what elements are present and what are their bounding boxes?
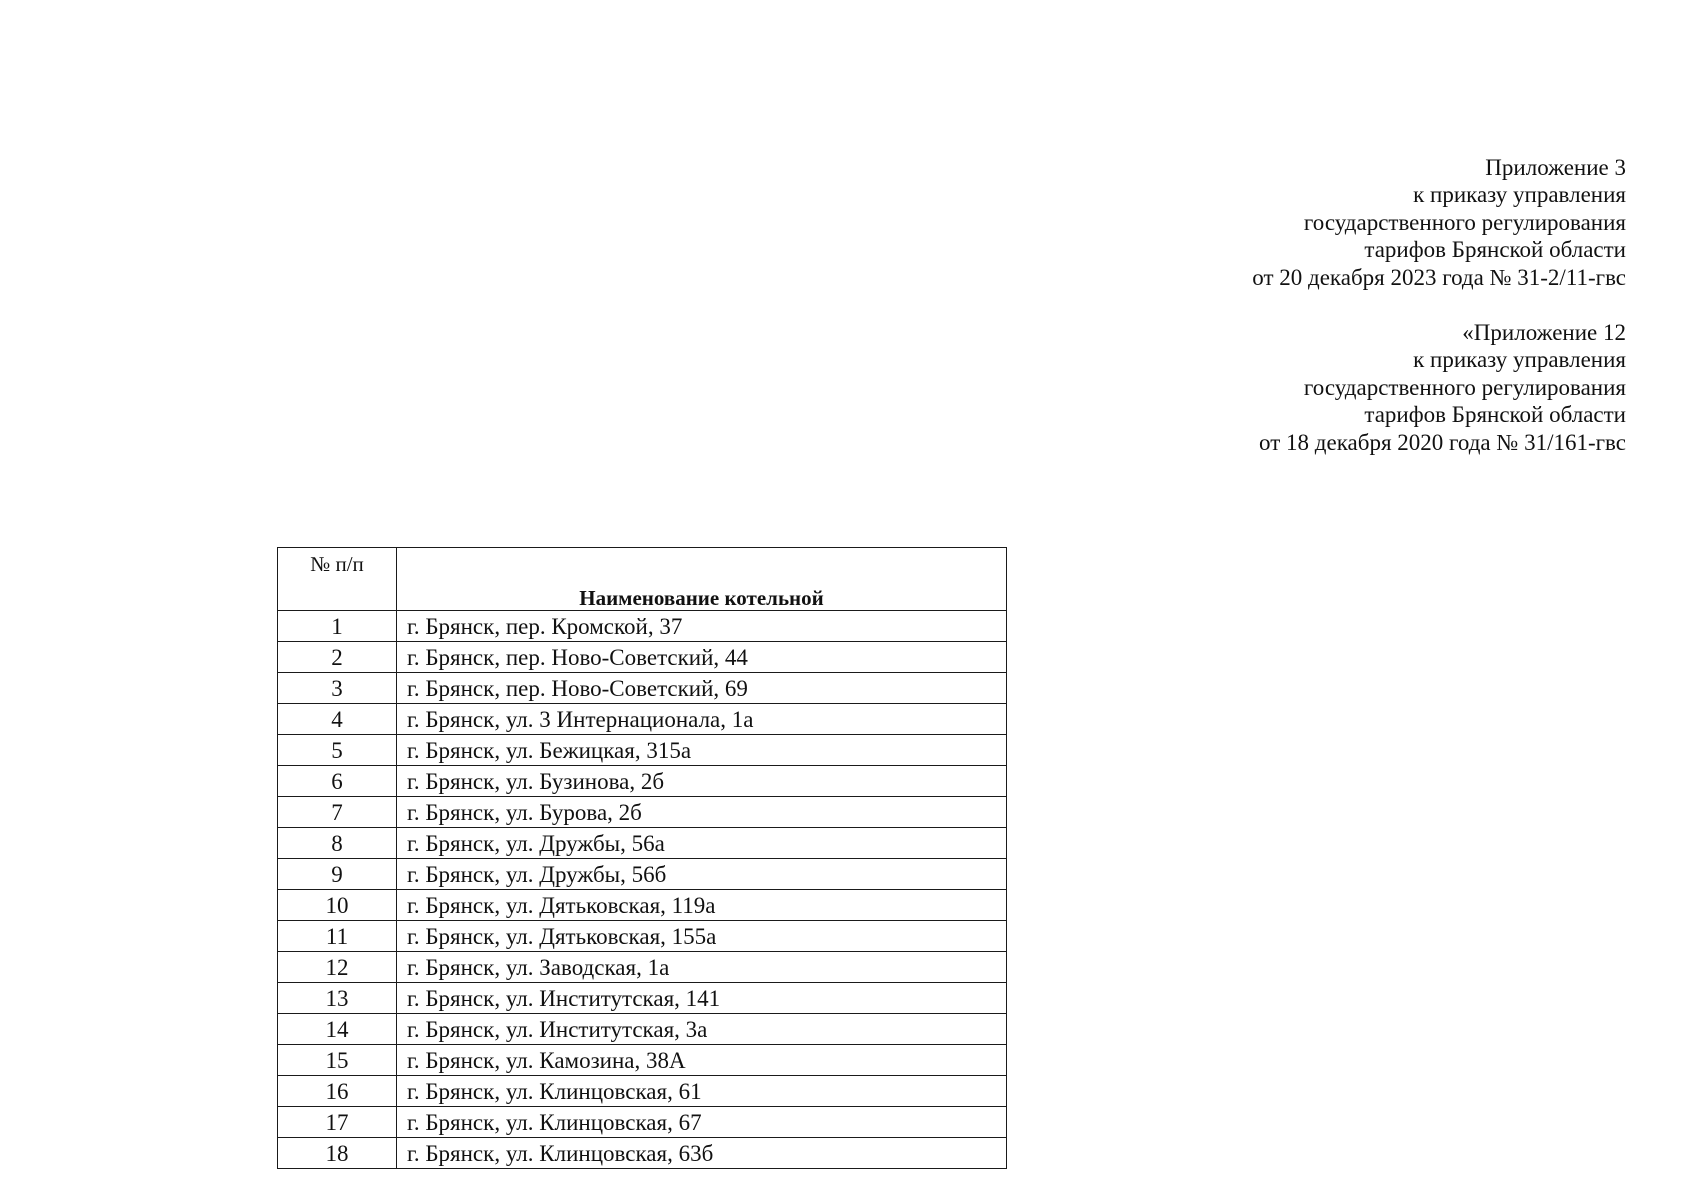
boiler-name-cell: г. Брянск, ул. Дятьковская, 155а [397,921,1007,952]
boiler-name-cell: г. Брянск, ул. Бежицкая, 315а [397,735,1007,766]
boiler-name-cell: г. Брянск, ул. Дружбы, 56б [397,859,1007,890]
annex-previous-order-date: от 18 декабря 2020 года № 31/161-гвс [1259,429,1626,455]
row-number-cell: 14 [278,1014,397,1045]
column-header-number: № п/п [278,548,397,611]
row-number-cell: 8 [278,828,397,859]
row-number-cell: 12 [278,952,397,983]
boiler-name-cell: г. Брянск, ул. Клинцовская, 61 [397,1076,1007,1107]
table-row [278,1107,1007,1138]
table-row [278,611,1007,642]
annex-previous-line-4: тарифов Брянской области [1364,402,1626,428]
table-row [278,673,1007,704]
table-row [278,735,1007,766]
boiler-name-cell: г. Брянск, ул. Клинцовская, 67 [397,1107,1007,1138]
row-number-cell: 9 [278,859,397,890]
table-row [278,766,1007,797]
table-row [278,921,1007,952]
boiler-name-cell: г. Брянск, ул. Дятьковская, 119а [397,890,1007,921]
row-number-cell: 16 [278,1076,397,1107]
annex-previous-header [1259,319,1626,456]
row-number-cell: 10 [278,890,397,921]
annex-current-line-3: государственного регулирования [1303,209,1626,235]
annex-previous-line-2: к приказу управления [1413,347,1626,373]
annex-current-line-4: тарифов Брянской области [1364,237,1626,263]
table-row [278,983,1007,1014]
boiler-name-cell: г. Брянск, пер. Ново-Советский, 69 [397,673,1007,704]
boiler-name-cell: г. Брянск, ул. Дружбы, 56а [397,828,1007,859]
boiler-name-cell: г. Брянск, ул. Институтская, 3а [397,1014,1007,1045]
row-number-cell: 13 [278,983,397,1014]
row-number-cell: 1 [278,611,397,642]
table-row [278,890,1007,921]
boiler-name-cell: г. Брянск, ул. Бузинова, 2б [397,766,1007,797]
row-number-cell: 4 [278,704,397,735]
table-row [278,1045,1007,1076]
row-number-cell: 7 [278,797,397,828]
table-row [278,952,1007,983]
row-number-cell: 3 [278,673,397,704]
row-number-cell: 6 [278,766,397,797]
annex-current-line-2: к приказу управления [1413,182,1626,208]
table-row [278,828,1007,859]
row-number-cell: 11 [278,921,397,952]
row-number-cell: 17 [278,1107,397,1138]
annex-previous-title: «Приложение 12 [1462,320,1626,345]
boiler-name-cell: г. Брянск, ул. Заводская, 1а [397,952,1007,983]
annex-current-order-date: от 20 декабря 2023 года № 31-2/11-гвс [1252,264,1626,290]
row-number-cell: 5 [278,735,397,766]
annex-current-header [1252,154,1626,291]
row-number-cell: 2 [278,642,397,673]
boiler-name-cell: г. Брянск, ул. 3 Интернационала, 1а [397,704,1007,735]
table-row [278,1138,1007,1169]
table-row [278,704,1007,735]
annex-current-title: Приложение 3 [1485,155,1626,180]
table-row [278,797,1007,828]
boiler-name-cell: г. Брянск, ул. Камозина, 38А [397,1045,1007,1076]
table-header-row [278,548,1007,611]
boiler-name-cell: г. Брянск, ул. Бурова, 2б [397,797,1007,828]
table-row [278,1076,1007,1107]
column-header-boiler-name: Наименование котельной [397,548,1007,611]
row-number-cell: 18 [278,1138,397,1169]
boiler-houses-table [277,547,1007,1169]
table-row [278,859,1007,890]
boiler-name-cell: г. Брянск, ул. Клинцовская, 63б [397,1138,1007,1169]
boiler-name-cell: г. Брянск, ул. Институтская, 141 [397,983,1007,1014]
boiler-name-cell: г. Брянск, пер. Кромской, 37 [397,611,1007,642]
table-row [278,1014,1007,1045]
row-number-cell: 15 [278,1045,397,1076]
boiler-name-cell: г. Брянск, пер. Ново-Советский, 44 [397,642,1007,673]
annex-previous-line-3: государственного регулирования [1303,374,1626,400]
table-row [278,642,1007,673]
table-body [278,611,1007,1169]
